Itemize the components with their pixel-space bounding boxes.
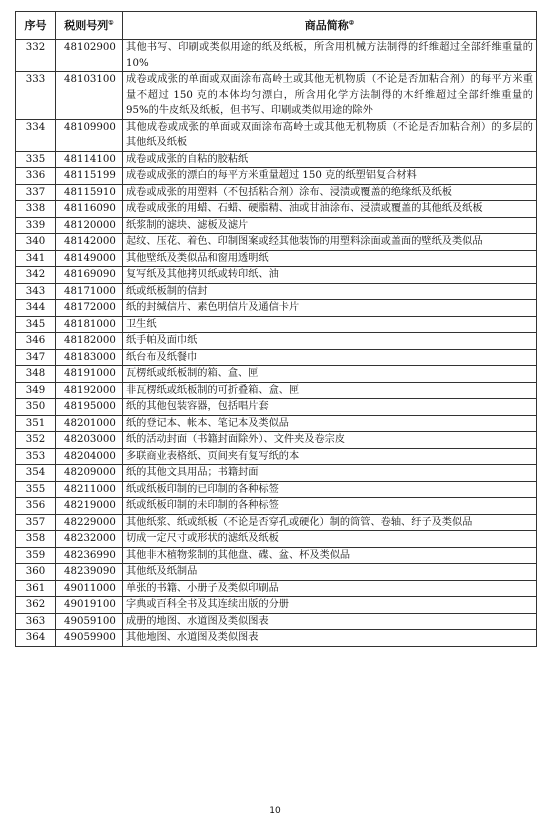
- tariff-code-cell: 48192000: [56, 382, 123, 399]
- commodity-name-cell: 其他纸浆、纸或纸板（不论是否穿孔或硬化）制的筒管、卷轴、纡子及类似品: [123, 514, 537, 531]
- tariff-code-cell: 48183000: [56, 349, 123, 366]
- tariff-code-cell: 48203000: [56, 432, 123, 449]
- table-row: [16, 613, 537, 630]
- commodity-name-cell: 其他书写、印刷或类似用途的纸及纸板，所含用机械方法制得的纤维超过全部纤维重量的 10%: [123, 40, 537, 72]
- seq-cell: 351: [16, 415, 56, 432]
- seq-cell: 352: [16, 432, 56, 449]
- tariff-code-cell: 48102900: [56, 40, 123, 72]
- seq-cell: 333: [16, 72, 56, 120]
- header-code-footnote-mark: ①: [108, 19, 114, 27]
- commodity-table: [15, 11, 537, 647]
- seq-cell: 363: [16, 613, 56, 630]
- table-row: [16, 465, 537, 482]
- table-row: [16, 119, 537, 151]
- tariff-code-cell: 48219000: [56, 498, 123, 515]
- table-row: [16, 399, 537, 416]
- commodity-name-cell: 成卷或成张的漂白的每平方米重量超过 150 克的纸塑铝复合材料: [123, 168, 537, 185]
- commodity-name-cell: 纸的登记本、帐本、笔记本及类似品: [123, 415, 537, 432]
- commodity-name-cell: 纸或纸板印制的已印制的各种标签: [123, 481, 537, 498]
- tariff-code-cell: 48239090: [56, 564, 123, 581]
- tariff-code-cell: 48142000: [56, 234, 123, 251]
- seq-cell: 342: [16, 267, 56, 284]
- commodity-name-cell: 成册的地图、水道图及类似图表: [123, 613, 537, 630]
- commodity-name-cell: 其他非木植物浆制的其他盘、碟、盆、杯及类似品: [123, 547, 537, 564]
- tariff-code-cell: 48115910: [56, 184, 123, 201]
- tariff-code-cell: 48195000: [56, 399, 123, 416]
- seq-cell: 354: [16, 465, 56, 482]
- commodity-name-cell: 复写纸及其他拷贝纸或转印纸、油: [123, 267, 537, 284]
- table-row: [16, 564, 537, 581]
- header-code: [56, 12, 123, 40]
- seq-cell: 338: [16, 201, 56, 218]
- commodity-name-cell: 起纹、压花、着色、印制图案或经其他装饰的用塑料涂面或盖面的壁纸及类似品: [123, 234, 537, 251]
- commodity-name-cell: 纸的封缄信片、素色明信片及通信卡片: [123, 300, 537, 317]
- seq-cell: 364: [16, 630, 56, 647]
- seq-cell: 346: [16, 333, 56, 350]
- table-row: [16, 151, 537, 168]
- tariff-code-cell: 48211000: [56, 481, 123, 498]
- tariff-code-cell: 48169090: [56, 267, 123, 284]
- page-number: 10: [269, 806, 281, 816]
- commodity-name-cell: 成卷或成张的用塑料（不包括粘合剂）涂布、浸渍或覆盖的绝缘纸及纸板: [123, 184, 537, 201]
- seq-cell: 361: [16, 580, 56, 597]
- table-row: [16, 40, 537, 72]
- table-row: [16, 234, 537, 251]
- seq-cell: 348: [16, 366, 56, 383]
- table-row: [16, 415, 537, 432]
- commodity-name-cell: 成卷或成张的用蜡、石蜡、硬脂精、油或甘油涂布、浸渍或覆盖的其他纸及纸板: [123, 201, 537, 218]
- commodity-name-cell: 其他地图、水道图及类似图表: [123, 630, 537, 647]
- commodity-name-cell: 纸的活动封面（书籍封面除外）、文件夹及卷宗皮: [123, 432, 537, 449]
- table-row: [16, 267, 537, 284]
- tariff-code-cell: 49059900: [56, 630, 123, 647]
- tariff-code-cell: 49059100: [56, 613, 123, 630]
- seq-cell: 343: [16, 283, 56, 300]
- seq-cell: 357: [16, 514, 56, 531]
- tariff-code-cell: 48191000: [56, 366, 123, 383]
- commodity-name-cell: 纸或纸板制的信封: [123, 283, 537, 300]
- table-row: [16, 531, 537, 548]
- table-row: [16, 366, 537, 383]
- commodity-name-cell: 纸手帕及面巾纸: [123, 333, 537, 350]
- commodity-name-cell: 其他成卷或成张的单面或双面涂布高岭土或其他无机物质（不论是否加粘合剂）的多层的其他纸及纸板: [123, 119, 537, 151]
- tariff-code-cell: 48182000: [56, 333, 123, 350]
- commodity-name-cell: 成卷或成张的自粘的胶粘纸: [123, 151, 537, 168]
- header-name-label: 商品简称: [304, 18, 349, 32]
- tariff-code-cell: 48172000: [56, 300, 123, 317]
- table-row: [16, 597, 537, 614]
- commodity-name-cell: 瓦楞纸或纸板制的箱、盒、匣: [123, 366, 537, 383]
- seq-cell: 359: [16, 547, 56, 564]
- tariff-code-cell: 48204000: [56, 448, 123, 465]
- table-row: [16, 201, 537, 218]
- tariff-code-cell: 49019100: [56, 597, 123, 614]
- tariff-code-cell: 48103100: [56, 72, 123, 120]
- tariff-code-cell: 48201000: [56, 415, 123, 432]
- header-seq: [16, 12, 56, 40]
- table-row: [16, 316, 537, 333]
- header-seq-label: 序号: [24, 18, 47, 32]
- seq-cell: 339: [16, 217, 56, 234]
- tariff-code-cell: 48232000: [56, 531, 123, 548]
- seq-cell: 356: [16, 498, 56, 515]
- table-header: [16, 12, 537, 40]
- seq-cell: 337: [16, 184, 56, 201]
- commodity-name-cell: 其他壁纸及类似品和窗用透明纸: [123, 250, 537, 267]
- seq-cell: 340: [16, 234, 56, 251]
- seq-cell: 341: [16, 250, 56, 267]
- tariff-code-cell: 48109900: [56, 119, 123, 151]
- seq-cell: 358: [16, 531, 56, 548]
- seq-cell: 349: [16, 382, 56, 399]
- tariff-code-cell: 48120000: [56, 217, 123, 234]
- commodity-name-cell: 卫生纸: [123, 316, 537, 333]
- tariff-code-cell: 48116090: [56, 201, 123, 218]
- header-name: [123, 12, 537, 40]
- table-row: [16, 250, 537, 267]
- table-row: [16, 448, 537, 465]
- table-row: [16, 432, 537, 449]
- seq-cell: 334: [16, 119, 56, 151]
- table-row: [16, 481, 537, 498]
- commodity-name-cell: 其他纸及纸制品: [123, 564, 537, 581]
- table-row: [16, 333, 537, 350]
- table-row: [16, 498, 537, 515]
- commodity-name-cell: 切成一定尺寸或形状的滤纸及纸板: [123, 531, 537, 548]
- tariff-code-cell: 49011000: [56, 580, 123, 597]
- tariff-code-cell: 48114100: [56, 151, 123, 168]
- table-row: [16, 283, 537, 300]
- commodity-name-cell: 成卷或成张的单面或双面涂布高岭土或其他无机物质（不论是否加粘合剂）的每平方米重量不超过 150 克的本体均匀漂白，所含用化学方法制得的木纤维超过全部纤维重量的 95%的牛皮纸及纸板，但书写、印刷或类似用途的除外: [123, 72, 537, 120]
- table-row: [16, 547, 537, 564]
- seq-cell: 347: [16, 349, 56, 366]
- seq-cell: 353: [16, 448, 56, 465]
- seq-cell: 360: [16, 564, 56, 581]
- commodity-name-cell: 字典或百科全书及其连续出版的分册: [123, 597, 537, 614]
- commodity-name-cell: 纸或纸板印制的未印制的各种标签: [123, 498, 537, 515]
- table-row: [16, 300, 537, 317]
- table-row: [16, 168, 537, 185]
- tariff-code-cell: 48181000: [56, 316, 123, 333]
- commodity-name-cell: 纸浆制的滤块、滤板及滤片: [123, 217, 537, 234]
- table-row: [16, 217, 537, 234]
- table-row: [16, 514, 537, 531]
- seq-cell: 345: [16, 316, 56, 333]
- commodity-name-cell: 多联商业表格纸、页间夹有复写纸的本: [123, 448, 537, 465]
- header-row: [16, 12, 537, 40]
- commodity-name-cell: 单张的书籍、小册子及类似印刷品: [123, 580, 537, 597]
- seq-cell: 350: [16, 399, 56, 416]
- table-body: [16, 40, 537, 647]
- commodity-name-cell: 纸的其他包装容器，包括唱片套: [123, 399, 537, 416]
- seq-cell: 332: [16, 40, 56, 72]
- header-code-label: 税则号列: [64, 18, 109, 32]
- tariff-code-cell: 48229000: [56, 514, 123, 531]
- commodity-name-cell: 纸台布及纸餐巾: [123, 349, 537, 366]
- seq-cell: 344: [16, 300, 56, 317]
- commodity-name-cell: 非瓦楞纸或纸板制的可折叠箱、盒、匣: [123, 382, 537, 399]
- tariff-code-cell: 48149000: [56, 250, 123, 267]
- tariff-code-cell: 48115199: [56, 168, 123, 185]
- table-row: [16, 184, 537, 201]
- tariff-code-cell: 48171000: [56, 283, 123, 300]
- table-row: [16, 349, 537, 366]
- seq-cell: 335: [16, 151, 56, 168]
- seq-cell: 355: [16, 481, 56, 498]
- seq-cell: 362: [16, 597, 56, 614]
- seq-cell: 336: [16, 168, 56, 185]
- tariff-code-cell: 48236990: [56, 547, 123, 564]
- table-row: [16, 630, 537, 647]
- header-name-footnote-mark: ②: [348, 19, 355, 27]
- table-row: [16, 72, 537, 120]
- commodity-name-cell: 纸的其他文具用品；书籍封面: [123, 465, 537, 482]
- table-row: [16, 580, 537, 597]
- table-row: [16, 382, 537, 399]
- tariff-code-cell: 48209000: [56, 465, 123, 482]
